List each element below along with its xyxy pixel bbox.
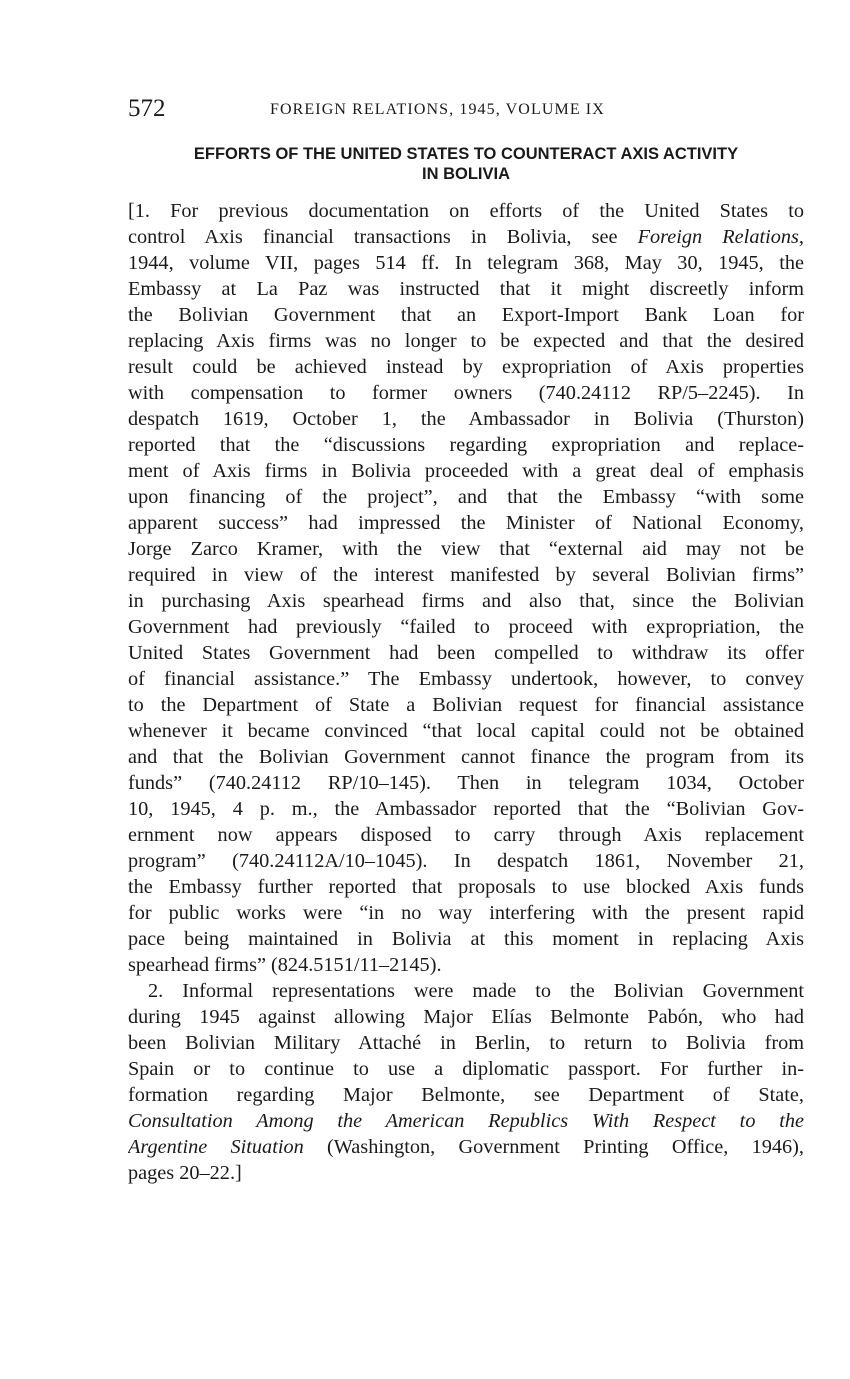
text-line	[128, 302, 804, 328]
text-line	[128, 588, 804, 614]
italic-citation: Consultation Among the American Republics With Respect to the	[128, 1110, 804, 1132]
text-line	[128, 1160, 804, 1186]
text-line	[128, 978, 804, 1004]
text-segment: required in view of the interest manifested by several Bolivian firms”	[128, 564, 804, 586]
text-line	[128, 198, 804, 224]
text-segment: 1944, volume VII, pages 514 ff. In telegram 368, May 30, 1945, the	[128, 252, 804, 274]
text-line	[128, 536, 804, 562]
text-line	[128, 1004, 804, 1030]
text-segment: despatch 1619, October 1, the Ambassador in Bolivia (Thurston)	[128, 408, 804, 430]
text-segment: United States Government had been compelled to withdraw its offer	[128, 642, 804, 664]
text-segment: in purchasing Axis spearhead firms and also that, since the Bolivian	[128, 590, 804, 612]
text-segment: [1. For previous documentation on efforts of the United States to	[128, 200, 804, 222]
text-line	[128, 770, 804, 796]
text-line	[128, 692, 804, 718]
italic-citation: Foreign Relations	[637, 226, 799, 248]
text-line	[128, 874, 804, 900]
running-title: FOREIGN RELATIONS, 1945, VOLUME IX	[270, 101, 605, 118]
text-segment: ment of Axis firms in Bolivia proceeded with a great deal of emphasis	[128, 460, 804, 482]
text-segment: spearhead firms” (824.5151/11–2145).	[128, 954, 442, 976]
text-line	[128, 666, 804, 692]
text-line	[128, 458, 804, 484]
text-segment: control Axis financial transactions in Bolivia, see	[128, 226, 638, 248]
text-segment: upon financing of the project”, and that the Embassy “with some	[128, 486, 804, 508]
text-segment: apparent success” had impressed the Minister of National Economy,	[128, 512, 804, 534]
text-line	[128, 1108, 804, 1134]
text-line	[128, 744, 804, 770]
text-line	[128, 640, 804, 666]
text-segment: been Bolivian Military Attaché in Berlin, to return to Bolivia from	[128, 1032, 804, 1054]
text-segment: program” (740.24112A/10–1045). In despatch 1861, November 21,	[128, 850, 804, 872]
text-line	[128, 1134, 804, 1160]
text-segment: with compensation to former owners (740.24112 RP/5–2245). In	[128, 382, 804, 404]
editorial-note-body	[128, 198, 804, 1186]
text-segment: ernment now appears disposed to carry through Axis replacement	[128, 824, 804, 846]
text-segment: funds” (740.24112 RP/10–145). Then in telegram 1034, October	[128, 772, 804, 794]
text-line	[128, 484, 804, 510]
text-line	[128, 276, 804, 302]
text-segment: for public works were “in no way interfering with the present rapid	[128, 902, 804, 924]
text-segment: result could be achieved instead by expropriation of Axis properties	[128, 356, 804, 378]
text-line	[128, 718, 804, 744]
text-segment: ,	[798, 226, 804, 248]
section-heading-line: IN BOLIVIA	[421, 165, 510, 183]
text-segment: (Washington, Government Printing Office, 1946),	[303, 1136, 804, 1158]
text-segment: whenever it became convinced “that local capital could not be obtained	[128, 720, 804, 742]
text-line	[128, 1030, 804, 1056]
text-line	[128, 510, 804, 536]
running-header	[128, 94, 804, 124]
text-line	[128, 796, 804, 822]
text-segment: during 1945 against allowing Major Elías Belmonte Pabón, who had	[128, 1006, 804, 1028]
text-line	[128, 900, 804, 926]
text-segment: pages 20–22.]	[128, 1162, 242, 1184]
text-line	[128, 250, 804, 276]
text-line	[128, 224, 804, 250]
text-segment: Jorge Zarco Kramer, with the view that “external aid may not be	[128, 538, 804, 560]
text-line	[128, 926, 804, 952]
text-segment: Embassy at La Paz was instructed that it might discreetly inform	[128, 278, 804, 300]
text-segment: and that the Bolivian Government cannot finance the program from its	[128, 746, 804, 768]
text-segment: 2. Informal representations were made to the Bolivian Government	[148, 980, 804, 1002]
text-line	[128, 614, 804, 640]
section-heading-line: EFFORTS OF THE UNITED STATES TO COUNTERACT AXIS ACTIVITY	[193, 145, 739, 163]
text-segment: Government had previously “failed to proceed with expropriation, the	[128, 616, 804, 638]
text-segment: of financial assistance.” The Embassy undertook, however, to convey	[128, 668, 804, 690]
text-line	[128, 1056, 804, 1082]
text-line	[128, 822, 804, 848]
text-segment: the Embassy further reported that proposals to use blocked Axis funds	[128, 876, 804, 898]
section-heading	[128, 144, 804, 184]
text-line	[128, 406, 804, 432]
text-segment: the Bolivian Government that an Export-Import Bank Loan for	[128, 304, 804, 326]
text-segment: to the Department of State a Bolivian request for financial assistance	[128, 694, 804, 716]
text-segment: formation regarding Major Belmonte, see Department of State,	[128, 1084, 804, 1106]
text-segment: Spain or to continue to use a diplomatic passport. For further in-	[128, 1058, 804, 1080]
text-line	[128, 328, 804, 354]
text-line	[128, 380, 804, 406]
text-line	[128, 562, 804, 588]
text-line	[128, 848, 804, 874]
text-segment: pace being maintained in Bolivia at this moment in replacing Axis	[128, 928, 804, 950]
text-line	[128, 354, 804, 380]
italic-citation: Argentine Situation	[128, 1136, 304, 1158]
page-number: 572	[128, 95, 166, 122]
text-line	[128, 432, 804, 458]
text-segment: replacing Axis firms was no longer to be expected and that the desired	[128, 330, 804, 352]
text-segment: 10, 1945, 4 p. m., the Ambassador reported that the “Bolivian Gov-	[128, 798, 804, 820]
text-line	[128, 952, 804, 978]
text-line	[128, 1082, 804, 1108]
text-segment: reported that the “discussions regarding expropriation and replace-	[128, 434, 804, 456]
